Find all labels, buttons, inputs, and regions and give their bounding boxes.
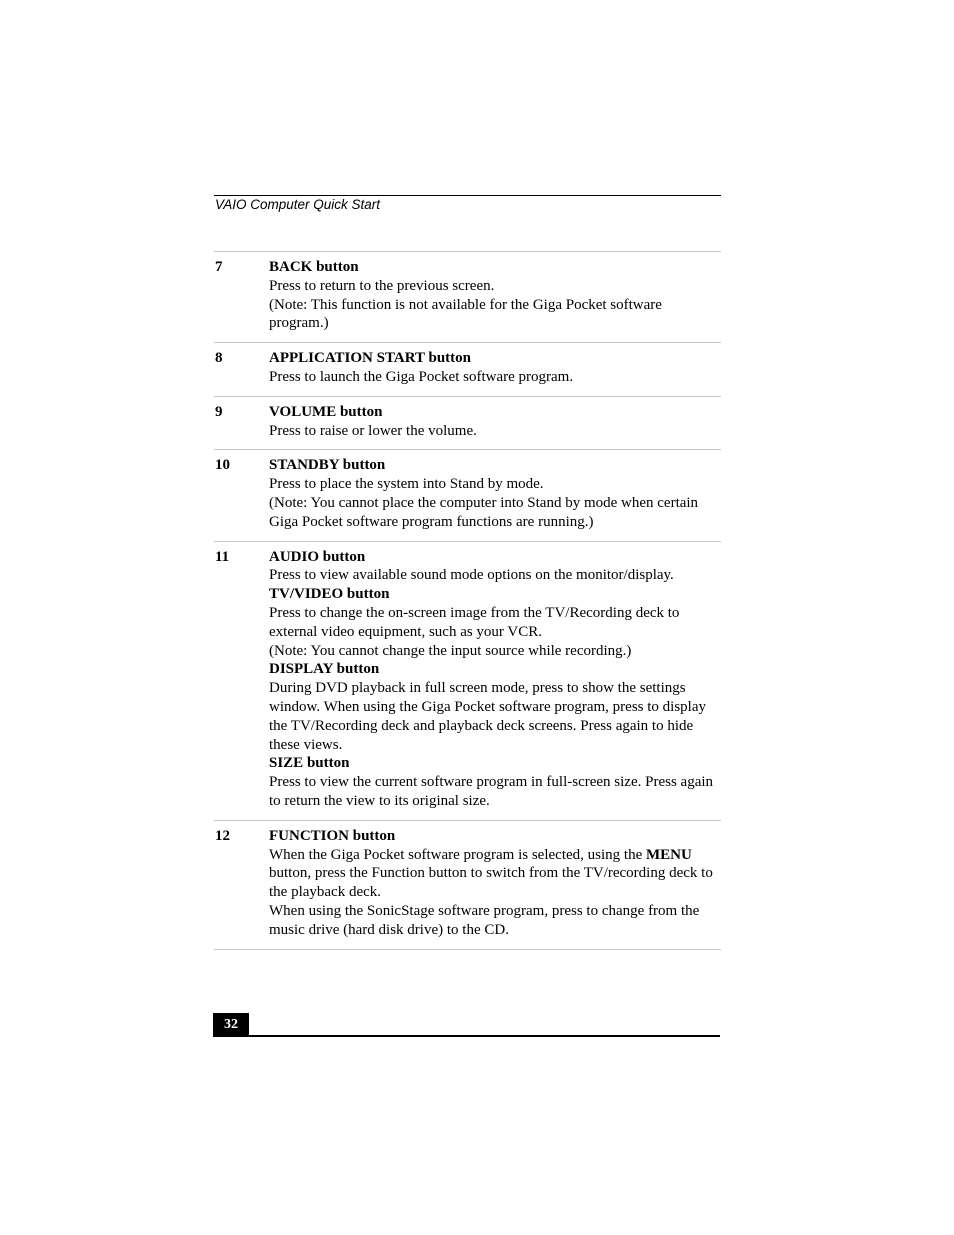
table-row [214,821,721,950]
row-title: APPLICATION START button [269,350,472,367]
table-row [214,343,721,397]
button-description-table [214,251,721,950]
row-content [269,827,721,940]
row-number: 8 [215,350,223,367]
row-content [269,349,721,387]
row-text: Press to view available sound mode options on the monitor/display. [269,567,674,584]
table-row [214,450,721,541]
row-number: 11 [215,548,230,565]
row-title: VOLUME button [269,403,383,420]
table-row [214,252,721,343]
row-note: (Note: You cannot place the computer into Stand by mode when certain Giga Pocket software program functions are running.) [269,494,699,530]
row-text: Press to place the system into Stand by mode. [269,476,544,493]
table-row [214,542,721,821]
row-text: Press to view the current software program in full-screen size. Press again to return the view to its original size. [269,774,714,809]
running-header-title: VAIO Computer Quick Start [215,197,381,212]
header-rule [214,195,721,196]
row-content [269,403,721,441]
page-number: 32 [213,1013,249,1037]
row-subtitle: DISPLAY button [269,661,380,678]
row-note: (Note: This function is not available for the Giga Pocket software program.) [269,296,662,332]
row-content [269,258,721,333]
row-number: 12 [215,827,230,844]
row-text-part: button, press the Function button to switch from the TV/recording deck to the playback deck. [269,865,713,901]
row-subtitle: TV/VIDEO button [269,586,390,603]
menu-keyword: MENU [645,846,692,863]
row-text: When using the SonicStage software program, press to change from the music drive (hard disk drive) to the CD. [269,902,700,938]
row-text: Press to return to the previous screen. [269,277,495,294]
row-text: Press to launch the Giga Pocket software program. [269,368,574,385]
row-title: FUNCTION button [269,827,396,844]
row-title: STANDBY button [269,457,386,474]
row-text: Press to raise or lower the volume. [269,422,477,439]
row-title: AUDIO button [269,548,366,565]
row-content [269,456,721,531]
row-number: 10 [215,457,230,474]
row-title: BACK button [269,259,359,275]
row-number: 9 [215,403,223,420]
table-row [214,397,721,451]
row-text: Press to change the on-screen image from the TV/Recording deck to external video equipment, such as your VCR. [269,604,680,640]
row-subtitle: SIZE button [269,755,350,772]
row-number: 7 [215,259,223,275]
row-text-part: When the Giga Pocket software program is selected, using the [269,846,646,863]
footer-rule [213,1035,720,1037]
row-text: During DVD playback in full screen mode, press to show the settings window. When using the Giga Pocket software program, press to display the TV/Recording deck and playback deck screens. Press again to hide these views. [269,680,706,753]
row-content [269,548,721,811]
row-note: (Note: You cannot change the input source while recording.) [269,642,632,659]
row-text [269,846,721,902]
